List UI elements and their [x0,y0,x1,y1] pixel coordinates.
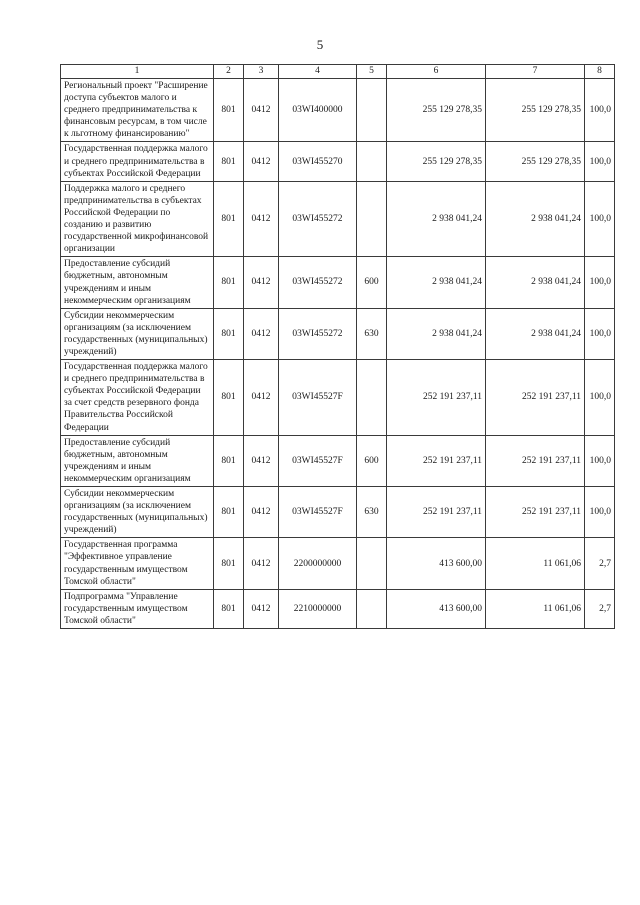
row-expense-type: 630 [357,308,387,359]
row-section-code: 0412 [244,360,279,436]
row-department-code: 801 [214,487,244,538]
row-plan-amount: 2 938 041,24 [387,181,486,257]
row-name: Предоставление субсидий бюджетным, автономным учреждениям и иным некоммерческим организациям [61,257,214,308]
row-section-code: 0412 [244,435,279,486]
row-section-code: 0412 [244,79,279,142]
row-department-code: 801 [214,142,244,181]
table-row [61,538,615,589]
row-target-article: 03WI45527F [279,487,357,538]
row-expense-type [357,79,387,142]
row-target-article: 2200000000 [279,538,357,589]
row-actual-amount: 2 938 041,24 [486,257,585,308]
row-section-code: 0412 [244,589,279,628]
table-row [61,142,615,181]
row-section-code: 0412 [244,257,279,308]
row-percent: 100,0 [585,308,615,359]
column-header: 8 [585,65,615,79]
row-department-code: 801 [214,308,244,359]
row-actual-amount: 2 938 041,24 [486,308,585,359]
row-target-article: 03WI45527F [279,360,357,436]
row-section-code: 0412 [244,487,279,538]
row-name: Поддержка малого и среднего предпринимательства в субъектах Российской Федерации по созданию и развитию государственной микрофинансовой организации [61,181,214,257]
row-actual-amount: 252 191 237,11 [486,360,585,436]
row-actual-amount: 255 129 278,35 [486,79,585,142]
row-name: Предоставление субсидий бюджетным, автономным учреждениям и иным некоммерческим организациям [61,435,214,486]
row-name: Региональный проект "Расширение доступа субъектов малого и среднего предпринимательства к финансовым ресурсам, в том числе к льготному финансированию" [61,79,214,142]
row-expense-type [357,142,387,181]
row-department-code: 801 [214,538,244,589]
column-header: 4 [279,65,357,79]
table-row [61,257,615,308]
row-name: Субсидии некоммерческим организациям (за исключением государственных (муниципальных) учреждений) [61,308,214,359]
row-name: Государственная поддержка малого и среднего предпринимательства в субъектах Российской Федерации [61,142,214,181]
row-target-article: 2210000000 [279,589,357,628]
column-header: 2 [214,65,244,79]
column-header: 1 [61,65,214,79]
row-plan-amount: 255 129 278,35 [387,142,486,181]
row-plan-amount: 252 191 237,11 [387,435,486,486]
row-department-code: 801 [214,79,244,142]
row-percent: 2,7 [585,538,615,589]
row-department-code: 801 [214,435,244,486]
row-percent: 100,0 [585,79,615,142]
row-name: Государственная программа "Эффективное управление государственным имуществом Томской области" [61,538,214,589]
table-row [61,181,615,257]
row-department-code: 801 [214,589,244,628]
page-number: 5 [316,37,324,52]
row-target-article: 03WI455272 [279,181,357,257]
column-header: 3 [244,65,279,79]
row-expense-type: 600 [357,435,387,486]
row-plan-amount: 252 191 237,11 [387,360,486,436]
row-section-code: 0412 [244,142,279,181]
row-name: Подпрограмма "Управление государственным имуществом Томской области" [61,589,214,628]
row-actual-amount: 2 938 041,24 [486,181,585,257]
budget-table [60,64,615,629]
row-percent: 100,0 [585,360,615,436]
column-header: 6 [387,65,486,79]
row-expense-type [357,181,387,257]
row-actual-amount: 255 129 278,35 [486,142,585,181]
row-name: Субсидии некоммерческим организациям (за исключением государственных (муниципальных) учреждений) [61,487,214,538]
table-header-row [61,65,615,79]
row-target-article: 03WI400000 [279,79,357,142]
row-department-code: 801 [214,181,244,257]
row-percent: 100,0 [585,257,615,308]
table-row [61,360,615,436]
row-percent: 100,0 [585,435,615,486]
column-header: 5 [357,65,387,79]
row-section-code: 0412 [244,181,279,257]
row-section-code: 0412 [244,538,279,589]
row-expense-type: 600 [357,257,387,308]
row-target-article: 03WI455270 [279,142,357,181]
row-section-code: 0412 [244,308,279,359]
row-target-article: 03WI45527F [279,435,357,486]
row-percent: 2,7 [585,589,615,628]
row-plan-amount: 255 129 278,35 [387,79,486,142]
row-plan-amount: 413 600,00 [387,538,486,589]
row-name: Государственная поддержка малого и среднего предпринимательства в субъектах Российской Федерации за счет средств резервного фонда Правительства Российской Федерации [61,360,214,436]
row-actual-amount: 11 061,06 [486,538,585,589]
table-row [61,308,615,359]
table-row [61,487,615,538]
row-plan-amount: 2 938 041,24 [387,308,486,359]
row-plan-amount: 2 938 041,24 [387,257,486,308]
row-expense-type: 630 [357,487,387,538]
row-expense-type [357,589,387,628]
table-row [61,79,615,142]
row-target-article: 03WI455272 [279,308,357,359]
row-actual-amount: 252 191 237,11 [486,435,585,486]
row-plan-amount: 252 191 237,11 [387,487,486,538]
row-actual-amount: 11 061,06 [486,589,585,628]
row-department-code: 801 [214,257,244,308]
row-plan-amount: 413 600,00 [387,589,486,628]
row-percent: 100,0 [585,142,615,181]
table-row [61,589,615,628]
row-target-article: 03WI455272 [279,257,357,308]
row-percent: 100,0 [585,487,615,538]
column-header: 7 [486,65,585,79]
table-row [61,435,615,486]
row-expense-type [357,538,387,589]
row-percent: 100,0 [585,181,615,257]
row-actual-amount: 252 191 237,11 [486,487,585,538]
row-expense-type [357,360,387,436]
row-department-code: 801 [214,360,244,436]
